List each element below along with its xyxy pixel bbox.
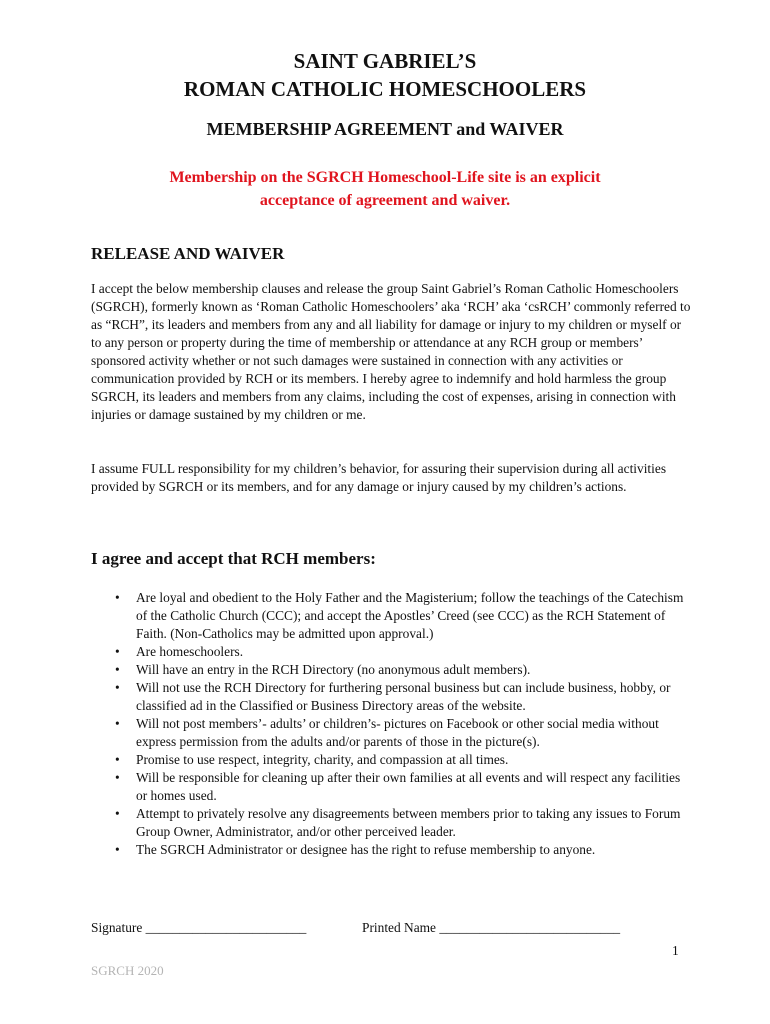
member-requirements-list	[115, 589, 690, 859]
document-title-line-1: SAINT GABRIEL’S	[293, 49, 477, 73]
release-paragraph-2: I assume FULL responsibility for my children’s behavior, for assuring their supervision during all activities provided by SGRCH or its members, and for any damage or injury caused by my children’s actions.	[91, 461, 667, 494]
agreement-heading: I agree and accept that RCH members:	[91, 549, 376, 568]
list-item: • Promise to use respect, integrity, charity, and compassion at all times.	[115, 752, 509, 767]
release-heading: RELEASE AND WAIVER	[91, 244, 285, 263]
bullet-icon: •	[115, 842, 120, 857]
footer-text: SGRCH 2020	[91, 963, 164, 978]
bullet-icon: •	[115, 680, 120, 695]
list-item: • Attempt to privately resolve any disagreements between members prior to taking any issues to Forum Group Owner, Administrator, and/or other perceived leader.	[115, 806, 681, 839]
bullet-icon: •	[115, 752, 120, 767]
page-number: 1	[672, 943, 679, 958]
signature-field[interactable]: Signature ________________________	[91, 920, 307, 935]
bullet-icon: •	[115, 806, 120, 821]
bullet-icon: •	[115, 662, 120, 677]
bullet-icon: •	[115, 590, 120, 605]
bullet-icon: •	[115, 716, 120, 731]
list-item: • The SGRCH Administrator or designee has the right to refuse membership to anyone.	[115, 842, 596, 857]
notice-line-1: Membership on the SGRCH Homeschool-Life site is an explicit	[169, 169, 601, 186]
bullet-icon: •	[115, 770, 120, 785]
list-item: • Will not post members’- adults’ or children’s- pictures on Facebook or other social media without express permission from the adults and/or parents of those in the picture(s).	[115, 716, 659, 749]
bullet-icon: •	[115, 644, 120, 659]
notice-line-2: acceptance of agreement and waiver.	[259, 192, 511, 209]
list-item: • Are homeschoolers.	[115, 644, 244, 659]
list-item: • Will be responsible for cleaning up after their own families at all events and will respect any facilities or homes used.	[115, 770, 681, 803]
document-subtitle: MEMBERSHIP AGREEMENT and WAIVER	[206, 119, 564, 139]
list-item: • Will not use the RCH Directory for furthering personal business but can include business, hobby, or classified ad in the Classified or Business Directory areas of the website.	[115, 680, 671, 713]
document-title-line-2: ROMAN CATHOLIC HOMESCHOOLERS	[183, 77, 587, 101]
list-item: • Will have an entry in the RCH Directory (no anonymous adult members).	[115, 662, 531, 677]
printed-name-field[interactable]: Printed Name ___________________________	[362, 920, 621, 935]
membership-notice	[0, 166, 770, 212]
list-item: • Are loyal and obedient to the Holy Father and the Magisterium; follow the teachings of the Catechism of the Catholic Church (CCC); and accept the Apostles’ Creed (see CCC) as the RCH Statement of Faith. (Non-Catholics may be admitted upon approval.)	[115, 590, 684, 641]
release-paragraph-1: I accept the below membership clauses and release the group Saint Gabriel’s Roman Catholic Homeschoolers (SGRCH), formerly known as ‘Roman Catholic Homeschoolers’ aka ‘RCH’ aka ‘csRCH’ commonly referred to as “RCH”, its leaders and members from any and all liability for damage or injury to my children or myself or to any person or property during the time of membership or attendance at any RCH group or members’ sponsored activity whether or not such damages were sustained in connection with any activities or communication provided by RCH or its members. I hereby agree to indemnify and hold harmless the group SGRCH, its leaders and members from any claims, including the cost of expenses, arising in connection with injuries or damage sustained by my children or me.	[91, 281, 691, 422]
